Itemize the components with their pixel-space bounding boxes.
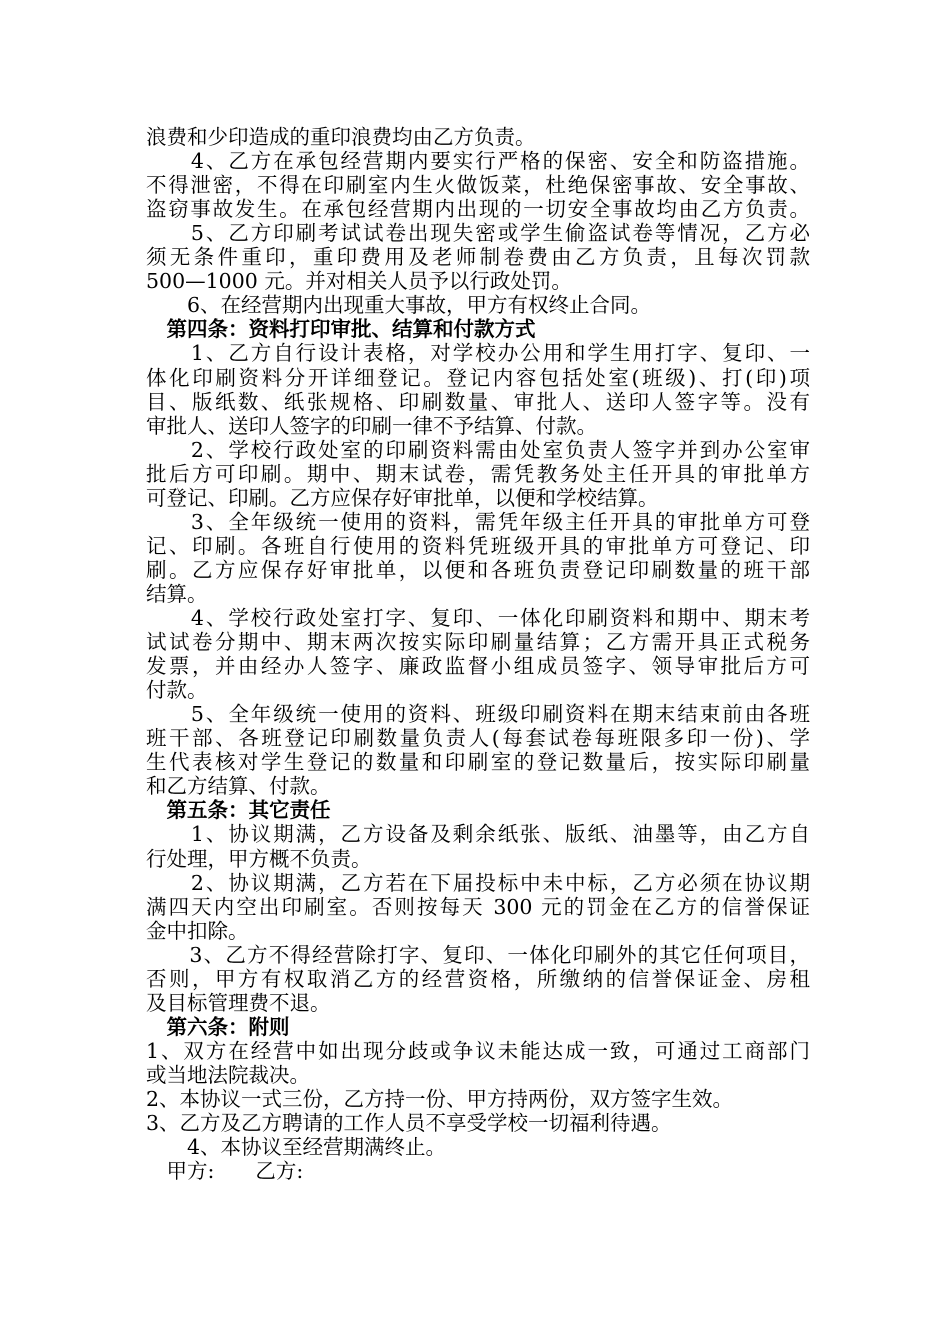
text-line: 4、本协议至经营期满终止。 [146, 1135, 447, 1160]
text-line: 否则，甲方有权取消乙方的经营资格，所缴纳的信誉保证金、房租 [146, 966, 810, 991]
text-line: 行处理，甲方概不负责。 [146, 846, 372, 871]
text-line: 记、印刷。各班自行使用的资料凭班级开具的审批单方可登记、印 [146, 533, 810, 558]
text-line: 生代表核对学生登记的数量和印刷室的登记数量后，按实际印刷量 [146, 750, 810, 775]
text-line: 6、在经营期内出现重大事故，甲方有权终止合同。 [146, 293, 652, 318]
text-line: 和乙方结算、付款。 [146, 774, 331, 799]
text-line: 或当地法院裁决。 [146, 1062, 310, 1087]
text-line: 付款。 [146, 678, 208, 703]
text-line: 5、全年级统一使用的资料、班级印刷资料在期末结束前由各班 [146, 702, 810, 727]
text-line: 批后方可印刷。期中、期末试卷，需凭教务处主任开具的审批单方 [146, 461, 810, 486]
text-line: 盗窃事故发生。在承包经营期内出现的一切安全事故均由乙方负责。 [146, 197, 810, 222]
text-line: 结算。 [146, 581, 208, 606]
text-line: 刷。乙方应保存好审批单，以便和各班负责登记印刷数量的班干部 [146, 557, 810, 582]
text-line: 4、乙方在承包经营期内要实行严格的保密、安全和防盗措施。 [146, 149, 810, 174]
text-line: 金中扣除。 [146, 918, 249, 943]
text-line: 发票，并由经办人签字、廉政监督小组成员签字、领导审批后方可 [146, 654, 810, 679]
text-line: 审批人、送印人签字的印刷一律不予结算、付款。 [146, 413, 597, 438]
section-heading: 第五条：其它责任 [146, 798, 331, 823]
text-line: 3、乙方及乙方聘请的工作人员不享受学校一切福利待遇。 [146, 1111, 672, 1136]
text-line: 可登记、印刷。乙方应保存好审批单，以便和学校结算。 [146, 485, 659, 510]
section-heading: 第六条：附则 [146, 1014, 290, 1039]
section-heading: 第四条：资料打印审批、结算和付款方式 [146, 317, 536, 342]
text-line: 3、全年级统一使用的资料，需凭年级主任开具的审批单方可登 [146, 509, 810, 534]
text-line: 3、乙方不得经营除打字、复印、一体化印刷外的其它任何项目， [146, 942, 810, 967]
text-line: 须无条件重印，重印费用及老师制卷费由乙方负责，且每次罚款 [146, 245, 810, 270]
text-line: 5、乙方印刷考试试卷出现失密或学生偷盗试卷等情况，乙方必 [146, 221, 810, 246]
text-line: 目、版纸数、纸张规格、印刷数量、审批人、送印人签字等。没有 [146, 389, 810, 414]
text-line: 4、学校行政处室打字、复印、一体化印刷资料和期中、期末考 [146, 606, 810, 630]
text-line: 1、乙方自行设计表格，对学校办公用和学生用打字、复印、一 [146, 341, 810, 366]
text-line: 体化印刷资料分开详细登记。登记内容包括处室(班级)、打(印)项 [146, 365, 810, 390]
text-line: 甲方: 乙方: [146, 1159, 304, 1184]
text-line: 试试卷分期中、期末两次按实际印刷量结算；乙方需开具正式税务 [146, 630, 810, 655]
text-line: 1、协议期满，乙方设备及剩余纸张、版纸、油墨等，由乙方自 [146, 822, 810, 847]
text-line: 及目标管理费不退。 [146, 990, 331, 1015]
text-line: 2、学校行政处室的印刷资料需由处室负责人签字并到办公室审 [146, 437, 810, 462]
text-line: 班干部、各班登记印刷数量负责人(每套试卷每班限多印一份)、学 [146, 726, 810, 751]
text-line: 浪费和少印造成的重印浪费均由乙方负责。 [146, 125, 536, 149]
text-line: 1、双方在经营中如出现分歧或争议未能达成一致，可通过工商部门 [146, 1038, 810, 1063]
text-line: 500—1000 元。并对相关人员予以行政处罚。 [146, 269, 572, 294]
text-line: 2、协议期满，乙方若在下届投标中未中标，乙方必须在协议期 [146, 870, 810, 895]
text-line: 不得泄密，不得在印刷室内生火做饭菜，杜绝保密事故、安全事故、 [146, 173, 810, 198]
text-line: 满四天内空出印刷室。否则按每天 300 元的罚金在乙方的信誉保证 [146, 894, 810, 919]
text-line: 2、本协议一式三份，乙方持一份、甲方持两份，双方签字生效。 [146, 1087, 734, 1111]
